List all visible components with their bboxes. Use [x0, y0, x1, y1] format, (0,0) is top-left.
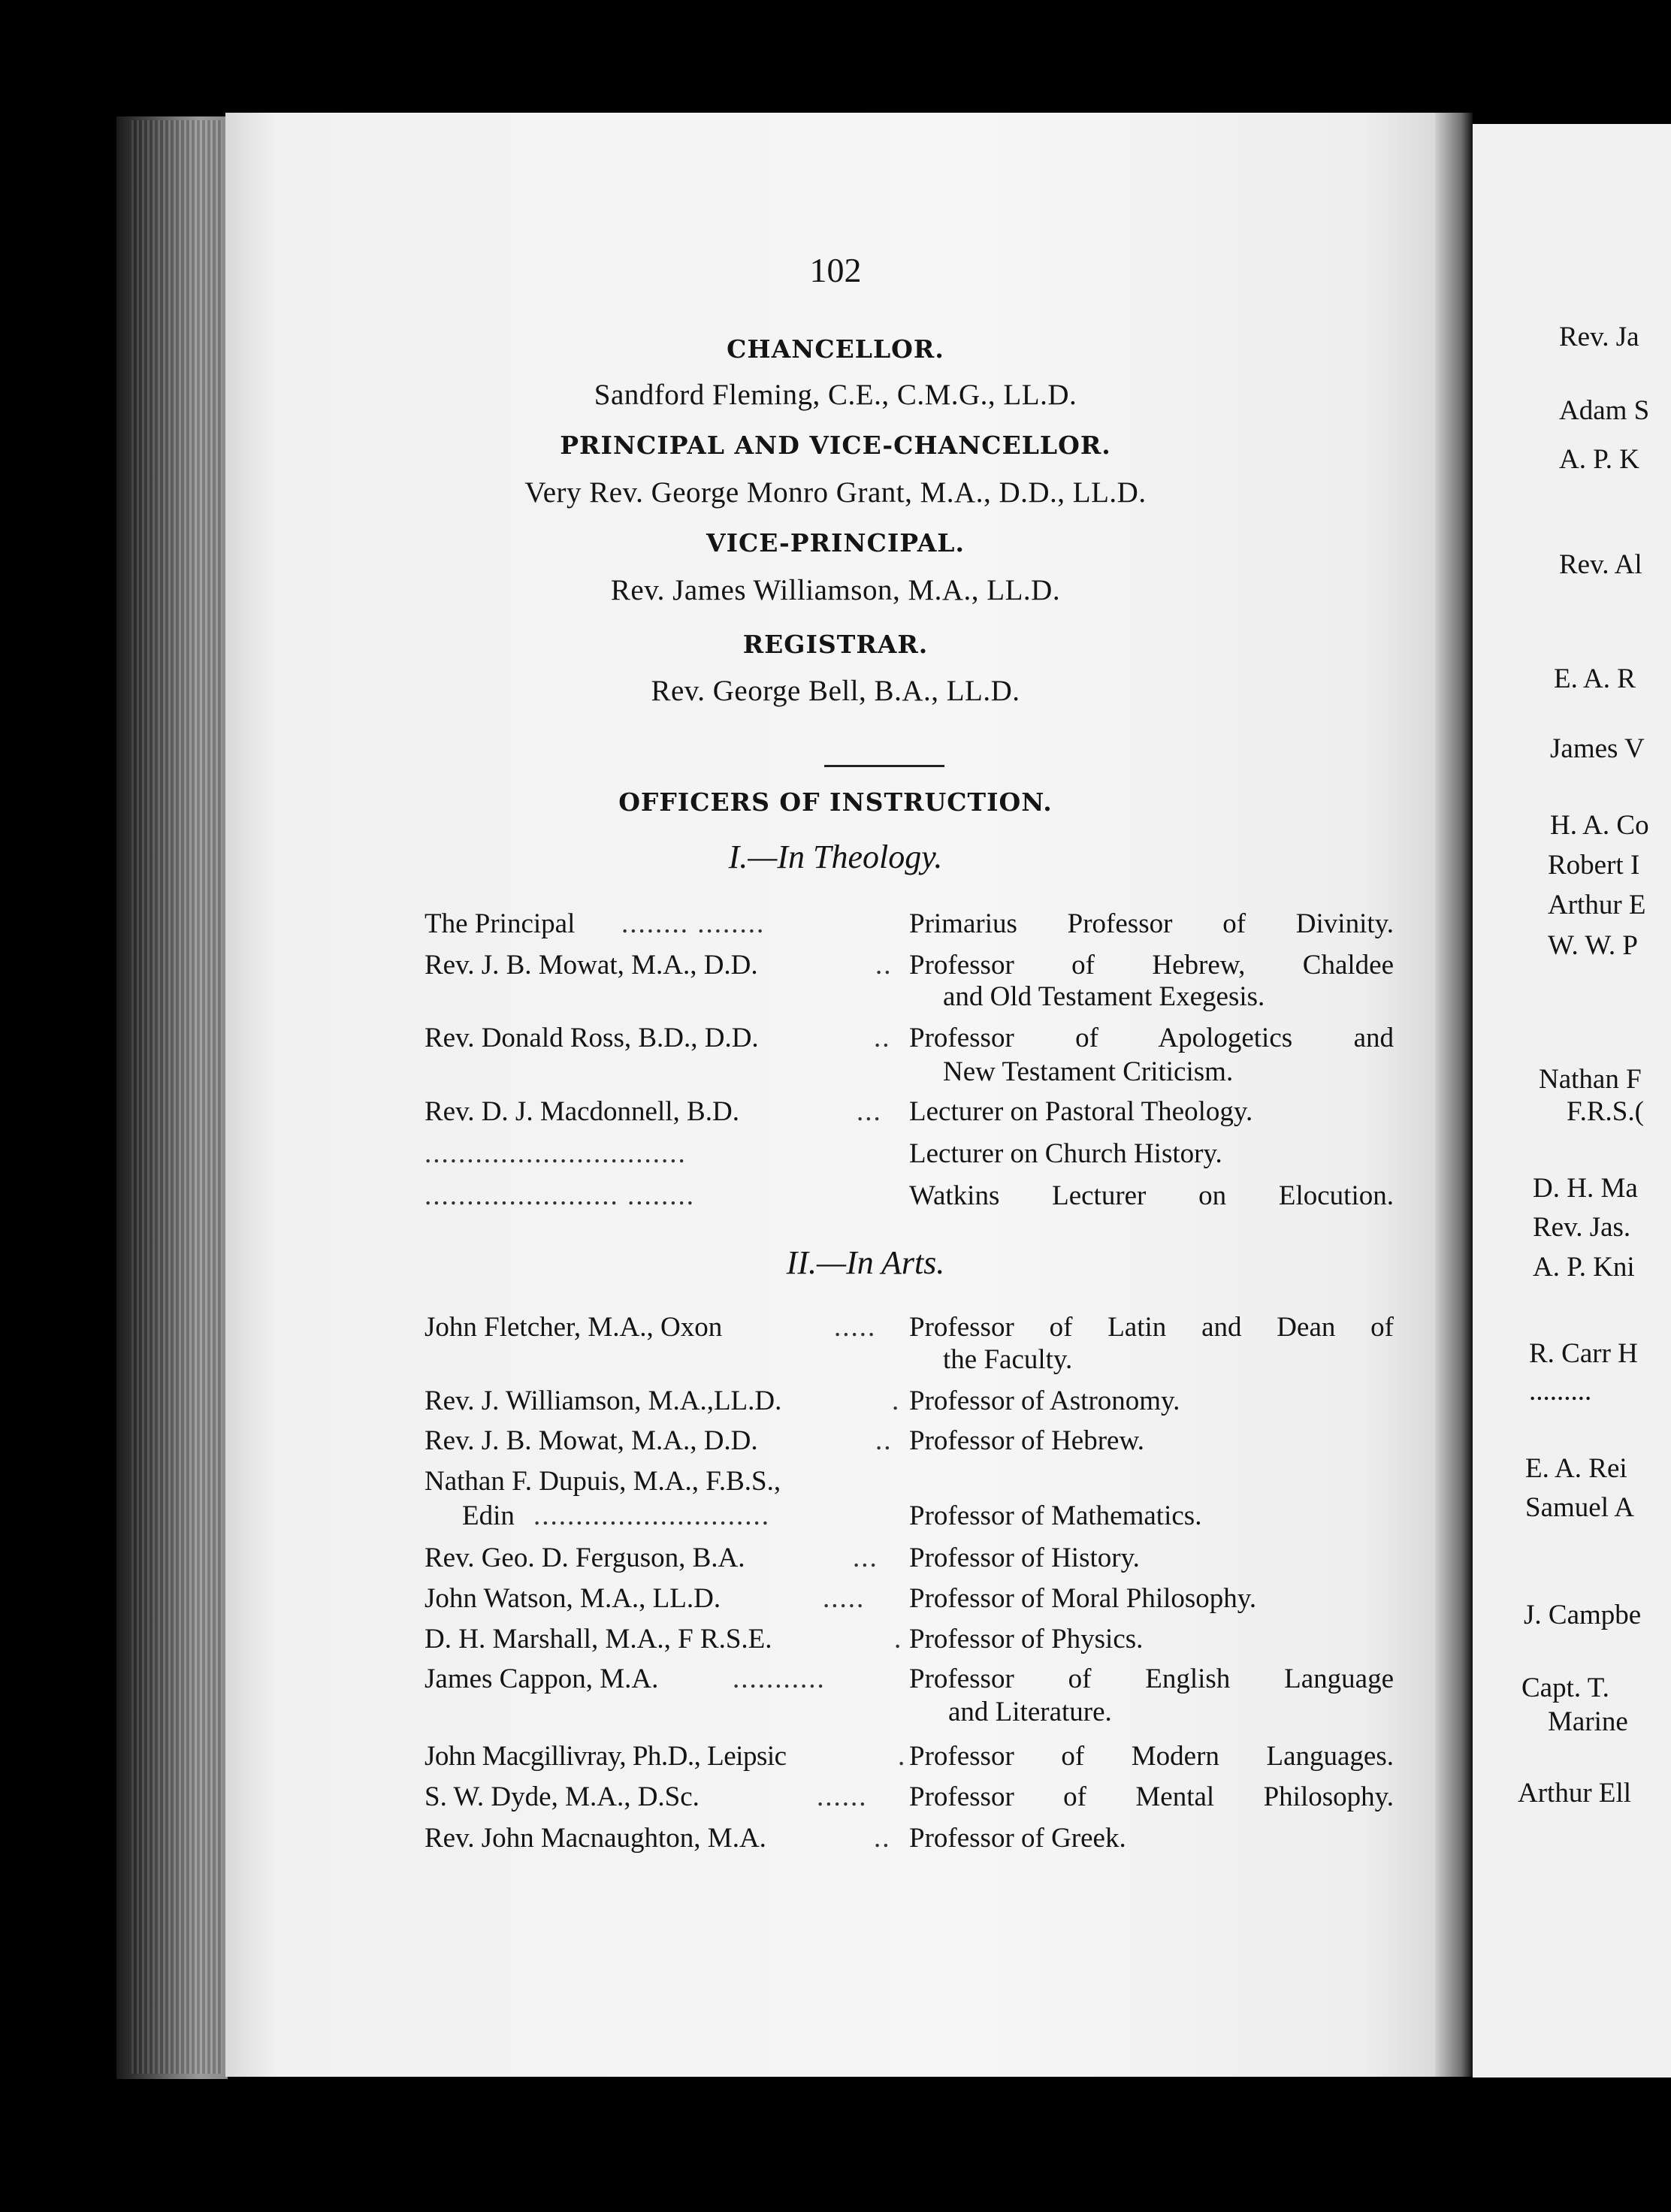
facing-line: Nathan F	[1539, 1064, 1642, 1095]
staff-title-continuation: and Literature.	[948, 1697, 1112, 1727]
registrar-name: Rev. George Bell, B.A., LL.D.	[651, 675, 1020, 707]
dot-leader: ..	[875, 1425, 893, 1456]
staff-title-continuation: and Old Testament Exegesis.	[943, 981, 1265, 1012]
facing-line: Arthur Ell	[1518, 1778, 1632, 1809]
page-number: 102	[809, 251, 862, 289]
facing-line: A. P. Kni	[1533, 1252, 1635, 1283]
facing-line: Adam S	[1559, 395, 1650, 426]
facing-line: Robert I	[1548, 850, 1640, 881]
staff-title: Lecturer on Pastoral Theology.	[909, 1096, 1253, 1127]
staff-name: John Watson, M.A., LL.D.	[425, 1583, 721, 1614]
staff-name: Rev. D. J. Macdonnell, B.D.	[425, 1096, 739, 1127]
staff-row	[425, 1663, 1394, 1697]
facing-line: Rev. Ja	[1559, 322, 1639, 352]
staff-row	[425, 1623, 1394, 1657]
staff-title: Professor of Modern Languages.	[909, 1741, 1394, 1772]
chancellor-heading: CHANCELLOR.	[727, 334, 944, 364]
staff-row	[425, 1425, 1394, 1459]
staff-row	[425, 949, 1394, 984]
principal-heading: PRINCIPAL AND VICE-CHANCELLOR.	[560, 431, 1111, 460]
staff-title: Professor of Latin and Dean of	[909, 1312, 1394, 1343]
dot-leader: ...	[857, 1096, 882, 1127]
dot-leader: ........ ........	[621, 908, 766, 939]
dot-leader: ..	[874, 1023, 891, 1053]
dot-leader: .	[898, 1741, 907, 1772]
dot-leader: ......	[817, 1781, 868, 1812]
dot-leader: .	[892, 1386, 901, 1416]
facing-line: Marine	[1548, 1706, 1628, 1737]
staff-row	[425, 1740, 1394, 1775]
facing-line: James V	[1550, 733, 1645, 764]
dot-leader: ...	[853, 1543, 878, 1573]
page-edges	[131, 120, 222, 2074]
staff-name: Edin	[462, 1500, 515, 1531]
dot-leader: ...............................	[425, 1138, 687, 1169]
staff-title: Professor of Hebrew, Chaldee	[909, 950, 1394, 981]
staff-row	[425, 1095, 1394, 1130]
dot-leader: ..	[875, 950, 893, 981]
staff-row	[425, 1500, 1394, 1534]
facing-line: Capt. T.	[1521, 1673, 1609, 1703]
facing-line: R. Carr H	[1529, 1338, 1638, 1369]
chancellor-name: Sandford Fleming, C.E., C.M.G., LL.D.	[594, 379, 1077, 411]
staff-title-continuation: New Testament Criticism.	[943, 1056, 1234, 1087]
staff-title: Professor of Apologetics and	[909, 1023, 1394, 1053]
staff-title: Professor of English Language	[909, 1664, 1394, 1694]
staff-title: Primarius Professor of Divinity.	[909, 908, 1394, 939]
principal-name: Very Rev. George Monro Grant, M.A., D.D., LL.D.	[524, 476, 1147, 509]
facing-line: E. A. Rei	[1525, 1453, 1627, 1484]
facing-line: Rev. Jas.	[1533, 1212, 1631, 1243]
staff-title: Watkins Lecturer on Elocution.	[909, 1180, 1394, 1211]
staff-title: Lecturer on Church History.	[909, 1138, 1222, 1169]
staff-row	[425, 1180, 1394, 1214]
staff-row	[425, 1822, 1394, 1857]
staff-row	[425, 908, 1394, 942]
staff-name: Rev. J. B. Mowat, M.A., D.D.	[425, 1425, 758, 1456]
dot-leader: ..	[874, 1823, 891, 1854]
staff-row	[425, 1465, 1394, 1500]
staff-name: John Macgillivray, Ph.D., Leipsic	[425, 1741, 787, 1772]
facing-line: H. A. Co	[1550, 810, 1649, 841]
registrar-heading: REGISTRAR.	[742, 630, 929, 659]
staff-title: Professor of Hebrew.	[909, 1425, 1145, 1456]
staff-name: John Fletcher, M.A., Oxon	[425, 1312, 723, 1343]
dot-leader: ....................... ........	[425, 1180, 695, 1211]
staff-row	[425, 1542, 1394, 1576]
staff-name: Nathan F. Dupuis, M.A., F.B.S.,	[425, 1466, 781, 1497]
facing-line: F.R.S.(	[1567, 1096, 1644, 1127]
theology-heading: I.—In Theology.	[728, 839, 943, 875]
staff-title: Professor of Physics.	[909, 1624, 1144, 1654]
staff-title: Professor of Astronomy.	[909, 1386, 1180, 1416]
staff-title: Professor of Mathematics.	[909, 1500, 1202, 1531]
dot-leader: ...........	[733, 1664, 826, 1694]
facing-line: Arthur E	[1548, 890, 1646, 920]
facing-line: .........	[1529, 1376, 1592, 1407]
staff-name: Rev. J. Williamson, M.A.,LL.D.	[425, 1386, 782, 1416]
dot-leader: .....	[823, 1583, 866, 1614]
staff-title: Professor of Greek.	[909, 1823, 1126, 1854]
staff-name: Rev. J. B. Mowat, M.A., D.D.	[425, 950, 758, 981]
staff-name: Rev. Donald Ross, B.D., D.D.	[425, 1023, 759, 1053]
dot-leader: .....	[834, 1312, 877, 1343]
facing-line: A. P. K	[1559, 444, 1639, 475]
staff-name: S. W. Dyde, M.A., D.Sc.	[425, 1781, 700, 1812]
facing-line: W. W. P	[1548, 930, 1638, 961]
staff-title: Professor of Mental Philosophy.	[909, 1781, 1394, 1812]
facing-line: Samuel A	[1525, 1492, 1634, 1523]
dot-leader: .	[894, 1624, 903, 1654]
facing-line: Rev. Al	[1559, 549, 1642, 580]
staff-row	[425, 1022, 1394, 1056]
staff-row	[425, 1138, 1394, 1172]
dot-leader: ............................	[533, 1500, 770, 1531]
section-divider	[824, 765, 944, 767]
staff-row	[425, 1781, 1394, 1815]
facing-line: J. Campbe	[1524, 1600, 1642, 1630]
vice-principal-heading: VICE-PRINCIPAL.	[706, 528, 965, 558]
facing-line: D. H. Ma	[1533, 1173, 1638, 1204]
staff-name: Rev. Geo. D. Ferguson, B.A.	[425, 1543, 745, 1573]
staff-name: Rev. John Macnaughton, M.A.	[425, 1823, 766, 1854]
staff-title: Professor of History.	[909, 1543, 1140, 1573]
staff-row	[425, 1385, 1394, 1419]
vice-principal-name: Rev. James Williamson, M.A., LL.D.	[610, 574, 1061, 606]
staff-name: D. H. Marshall, M.A., F R.S.E.	[425, 1624, 772, 1654]
arts-heading: II.—In Arts.	[786, 1244, 945, 1281]
staff-name: James Cappon, M.A.	[425, 1664, 659, 1694]
staff-title-continuation: the Faculty.	[943, 1344, 1073, 1375]
staff-row	[425, 1311, 1394, 1346]
staff-row	[425, 1582, 1394, 1617]
facing-line: E. A. R	[1554, 663, 1636, 694]
staff-title: Professor of Moral Philosophy.	[909, 1583, 1257, 1614]
staff-name: The Principal	[425, 908, 576, 939]
facing-page	[1473, 124, 1671, 2078]
officers-heading: OFFICERS OF INSTRUCTION.	[618, 787, 1053, 817]
